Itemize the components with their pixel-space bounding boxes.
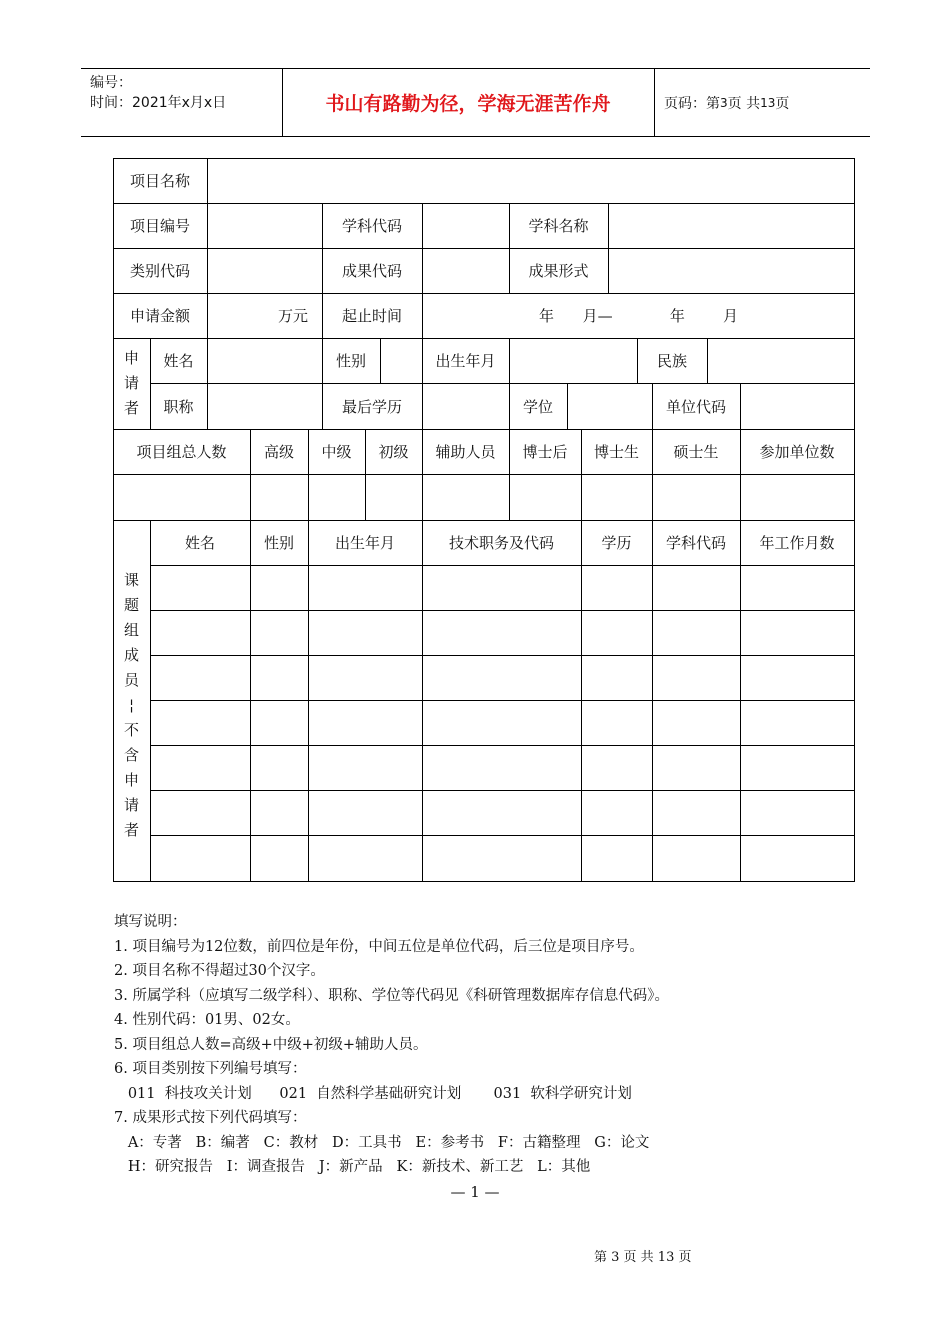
master-field[interactable] [653, 475, 740, 520]
label-junior: 初级 [378, 443, 409, 461]
label-project-number: 项目编号 [129, 217, 190, 235]
last-education-field[interactable] [423, 384, 509, 429]
category-code-field[interactable] [208, 249, 322, 293]
member-header-tech-title: 技术职务及代码 [448, 534, 554, 552]
instruction-line: 7. 成果形式按下列代码填写： [114, 1110, 307, 1126]
page-current: 3 [720, 95, 728, 110]
label-degree: 学位 [522, 397, 553, 416]
vertical-char: 者 [123, 399, 139, 417]
vertical-char: 者 [123, 821, 139, 839]
instruction-line: 2. 项目名称不得超过30个汉字。 [114, 963, 325, 979]
label-senior: 高级 [263, 443, 294, 461]
result-form-field[interactable] [609, 249, 854, 293]
fill-instructions [114, 910, 669, 1180]
time-label: 时间：2021年x月x日 [90, 95, 227, 111]
gender-field[interactable] [381, 339, 422, 383]
label-units-count: 参加单位数 [759, 443, 835, 461]
postdoc-field[interactable] [510, 475, 581, 520]
phd-field[interactable] [582, 475, 652, 520]
number-label: 编号： [90, 75, 132, 91]
label-team-total: 项目组总人数 [136, 443, 227, 461]
vertical-char: 组 [123, 621, 139, 639]
vertical-char: ¦ [128, 696, 135, 714]
degree-field[interactable] [568, 384, 652, 429]
units-count-field[interactable] [741, 475, 854, 520]
vertical-char: 含 [123, 746, 139, 764]
label-middle: 中级 [321, 443, 352, 461]
vertical-char: 申 [123, 349, 139, 367]
instruction-line: 3. 所属学科（应填写二级学科）、职称、学位等代码见《科研管理数据库存信息代码》。 [114, 987, 669, 1004]
motto: 书山有路勤为径，学海无涯苦作舟 [325, 93, 611, 115]
grid-line [250, 520, 251, 881]
grid-line [150, 520, 151, 881]
label-title: 职称 [163, 397, 194, 416]
vertical-char: 课 [123, 571, 139, 589]
grid-line [150, 610, 855, 611]
vertical-char: 不 [123, 721, 139, 739]
vertical-char: 请 [123, 374, 139, 392]
label-category-code: 类别代码 [129, 262, 190, 280]
instruction-line: 6. 项目类别按下列编号填写： [114, 1061, 307, 1077]
label-assistant: 辅助人员 [435, 443, 496, 461]
grid-line [150, 745, 855, 746]
label-subject-name: 学科名称 [528, 217, 589, 235]
title-field[interactable] [208, 384, 322, 429]
label-last-education: 最后学历 [341, 397, 402, 416]
vertical-char: 成 [123, 646, 139, 664]
label-start-end-time: 起止时间 [341, 307, 402, 325]
middle-field[interactable] [309, 475, 365, 520]
page-number-center: — 1 — [450, 1183, 500, 1201]
instructions-title: 填写说明： [114, 914, 187, 930]
instruction-line: 1. 项目编号为12位数，前四位是年份，中间五位是单位代码，后三位是项目序号。 [114, 938, 644, 955]
grid-line [422, 520, 423, 881]
member-header-work-months: 年工作月数 [759, 534, 835, 552]
page-footer: 第 3 页 共 13 页 [594, 1250, 692, 1265]
member-header-education: 学历 [601, 534, 632, 552]
subject-name-field[interactable] [609, 204, 854, 248]
page-prefix: 页码：第 [664, 95, 720, 112]
member-header-gender: 性别 [263, 534, 294, 552]
label-subject-code: 学科代码 [341, 217, 402, 235]
vertical-char: 题 [123, 596, 139, 614]
members-section-label [113, 520, 150, 881]
label-postdoc: 博士后 [522, 443, 568, 461]
label-birth: 出生年月 [435, 352, 496, 370]
team-total-field[interactable] [114, 475, 250, 520]
grid-line [150, 565, 855, 566]
label-ethnicity: 民族 [656, 352, 687, 370]
result-code-field[interactable] [423, 249, 509, 293]
ethnicity-field[interactable] [708, 339, 854, 383]
label-result-form: 成果形式 [528, 262, 589, 280]
member-header-name: 姓名 [184, 534, 215, 552]
grid-line [150, 700, 855, 701]
instruction-line: 011 科技攻关计划 021 自然科学基础研究计划 031 软科学研究计划 [114, 1085, 632, 1102]
instruction-line: 5. 项目组总人数=高级+中级+初级+辅助人员。 [114, 1036, 428, 1053]
page-mid: 页 共 [727, 95, 761, 112]
page-total: 13 [760, 95, 776, 110]
grid-line [581, 520, 582, 881]
page-suffix: 页 [775, 95, 790, 112]
vertical-char: 申 [123, 771, 139, 789]
label-unit-code: 单位代码 [665, 397, 726, 416]
vertical-char: 请 [123, 796, 139, 814]
senior-field[interactable] [251, 475, 308, 520]
grid-line [150, 655, 855, 656]
name-field[interactable] [208, 339, 322, 383]
label-gender: 性别 [335, 352, 366, 370]
applicant-section-label [113, 338, 150, 429]
grid-line [740, 520, 741, 881]
grid-line [652, 520, 653, 881]
label-name: 姓名 [163, 352, 194, 370]
grid-line [113, 881, 855, 882]
grid-line [150, 790, 855, 791]
apply-amount-unit[interactable]: 万元 [277, 307, 308, 325]
junior-field[interactable] [366, 475, 422, 520]
grid-line [854, 158, 855, 882]
label-phd: 博士生 [593, 443, 639, 461]
member-header-birth: 出生年月 [334, 534, 395, 552]
subject-code-field[interactable] [423, 204, 509, 248]
instruction-line: 4. 性别代码：01男、02女。 [114, 1012, 300, 1028]
label-project-name: 项目名称 [129, 172, 190, 190]
project-number-field[interactable] [208, 204, 322, 248]
grid-line [150, 835, 855, 836]
project-name-field[interactable] [208, 159, 854, 203]
birth-field[interactable] [510, 339, 637, 383]
label-apply-amount: 申请金额 [129, 307, 190, 325]
label-result-code: 成果代码 [341, 262, 402, 280]
instruction-line: H：研究报告 I：调查报告 J：新产品 K：新技术、新工艺 L：其他 [114, 1159, 591, 1175]
assistant-field[interactable] [423, 475, 509, 520]
member-header-subject-code: 学科代码 [665, 534, 726, 552]
vertical-char: 员 [123, 671, 139, 689]
label-master: 硕士生 [673, 443, 719, 461]
instruction-line: A：专著 B：编著 C：教材 D：工具书 E：参考书 F：古籍整理 G：论文 [114, 1134, 650, 1151]
grid-line [308, 520, 309, 881]
unit-code-field[interactable] [741, 384, 854, 429]
period-field[interactable]: 年 月— 年 月 [539, 307, 738, 325]
